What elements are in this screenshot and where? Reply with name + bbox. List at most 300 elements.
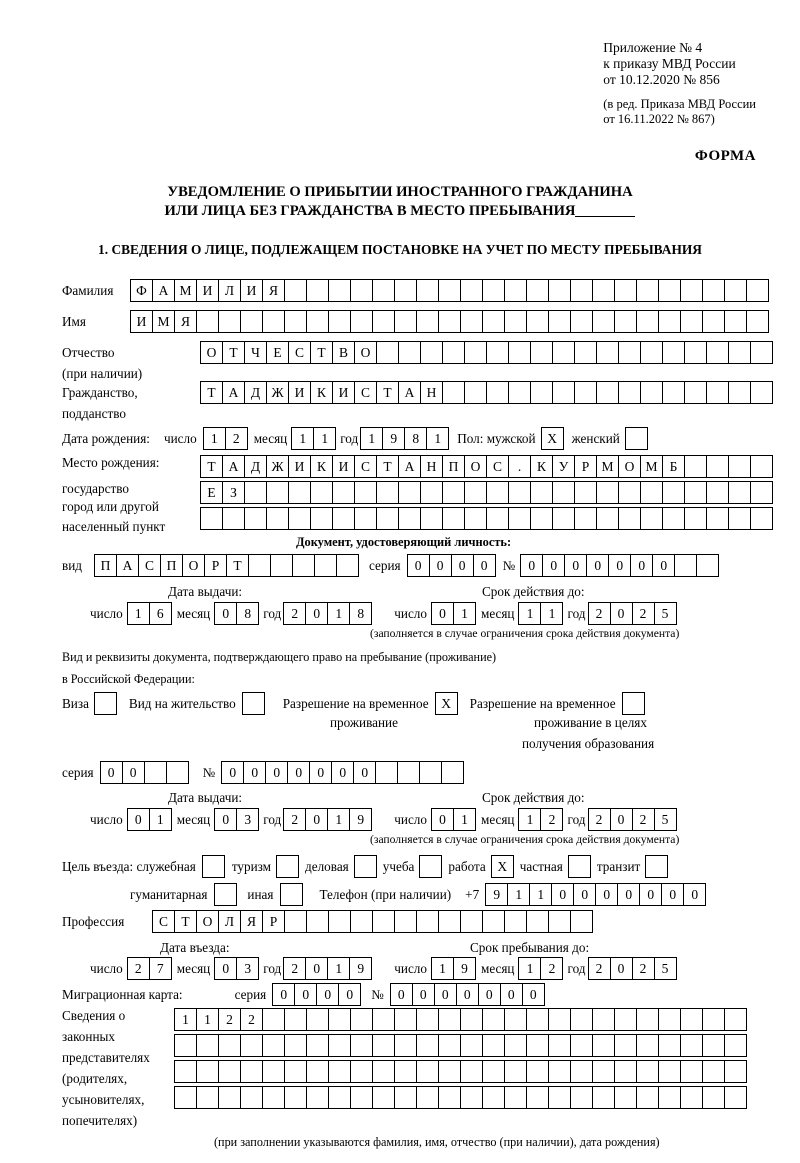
surname-cell[interactable] bbox=[438, 279, 461, 302]
patronymic-cell[interactable] bbox=[486, 341, 509, 364]
reps-4-cell[interactable] bbox=[504, 1086, 527, 1109]
doc-issue-year-cell[interactable]: 0 bbox=[305, 602, 328, 625]
reps-2-cell[interactable] bbox=[636, 1034, 659, 1057]
birthplace-3-cell[interactable] bbox=[376, 507, 399, 530]
permit-valid-day-cell[interactable]: 1 bbox=[453, 808, 476, 831]
reps-1-cell[interactable] bbox=[614, 1008, 637, 1031]
patronymic-cell[interactable]: Т bbox=[310, 341, 333, 364]
birthplace-3-cell[interactable] bbox=[508, 507, 531, 530]
reps-4-cell[interactable] bbox=[306, 1086, 329, 1109]
birth-year-input[interactable] bbox=[360, 427, 449, 450]
patronymic-cell[interactable]: Ч bbox=[244, 341, 267, 364]
permit-valid-year-input[interactable] bbox=[588, 808, 677, 831]
permit-valid-year-cell[interactable]: 2 bbox=[632, 808, 655, 831]
patronymic-input[interactable] bbox=[200, 341, 773, 364]
birth-year-cell[interactable]: 1 bbox=[426, 427, 449, 450]
reps-4-cell[interactable] bbox=[526, 1086, 549, 1109]
birthplace-2-cell[interactable] bbox=[706, 481, 729, 504]
permit-number-cell[interactable]: 0 bbox=[287, 761, 310, 784]
reps-4-cell[interactable] bbox=[548, 1086, 571, 1109]
surname-cell[interactable] bbox=[724, 279, 747, 302]
doc-valid-year-cell[interactable]: 2 bbox=[632, 602, 655, 625]
reps-1-cell[interactable] bbox=[306, 1008, 329, 1031]
reps-2-cell[interactable] bbox=[328, 1034, 351, 1057]
birthplace-3-cell[interactable] bbox=[706, 507, 729, 530]
birthplace-3-cell[interactable] bbox=[596, 507, 619, 530]
reps-1-cell[interactable] bbox=[636, 1008, 659, 1031]
edu-residence-checkbox[interactable] bbox=[622, 692, 645, 715]
reps-1-cell[interactable] bbox=[680, 1008, 703, 1031]
surname-cell[interactable] bbox=[372, 279, 395, 302]
birthplace-2-cell[interactable] bbox=[464, 481, 487, 504]
reps-input-4[interactable] bbox=[174, 1086, 747, 1109]
permit-series-cell[interactable]: 0 bbox=[122, 761, 145, 784]
reps-4-cell[interactable] bbox=[636, 1086, 659, 1109]
reps-2-cell[interactable] bbox=[416, 1034, 439, 1057]
permit-number-cell[interactable]: 0 bbox=[331, 761, 354, 784]
phone-cell[interactable]: 0 bbox=[595, 883, 618, 906]
temp-residence-checkbox[interactable]: X bbox=[435, 692, 458, 715]
doc-number-cell[interactable]: 0 bbox=[630, 554, 653, 577]
reps-4-cell[interactable] bbox=[372, 1086, 395, 1109]
reps-3-cell[interactable] bbox=[196, 1060, 219, 1083]
profession-cell[interactable]: Я bbox=[240, 910, 263, 933]
citizenship-cell[interactable]: Т bbox=[376, 381, 399, 404]
reps-3-cell[interactable] bbox=[636, 1060, 659, 1083]
reps-4-cell[interactable] bbox=[350, 1086, 373, 1109]
profession-cell[interactable]: С bbox=[152, 910, 175, 933]
entry-month-cell[interactable]: 0 bbox=[214, 957, 237, 980]
entry-year-input[interactable] bbox=[283, 957, 372, 980]
mc-number-cell[interactable]: 0 bbox=[500, 983, 523, 1006]
patronymic-cell[interactable] bbox=[442, 341, 465, 364]
reps-4-cell[interactable] bbox=[482, 1086, 505, 1109]
residence-permit-checkbox[interactable] bbox=[242, 692, 265, 715]
surname-input[interactable] bbox=[130, 279, 769, 302]
birthplace-3-cell[interactable] bbox=[618, 507, 641, 530]
permit-valid-day-input[interactable] bbox=[431, 808, 476, 831]
birth-month-cell[interactable]: 1 bbox=[291, 427, 314, 450]
birthplace-input-2[interactable] bbox=[200, 481, 773, 504]
citizenship-cell[interactable] bbox=[640, 381, 663, 404]
birthplace-1-cell[interactable]: А bbox=[398, 455, 421, 478]
doc-number-cell[interactable]: 0 bbox=[652, 554, 675, 577]
birthplace-2-cell[interactable] bbox=[684, 481, 707, 504]
patronymic-cell[interactable] bbox=[464, 341, 487, 364]
profession-cell[interactable] bbox=[306, 910, 329, 933]
birthplace-3-cell[interactable] bbox=[442, 507, 465, 530]
name-cell[interactable] bbox=[702, 310, 725, 333]
birthplace-2-cell[interactable] bbox=[508, 481, 531, 504]
reps-1-cell[interactable] bbox=[262, 1008, 285, 1031]
birth-month-cell[interactable]: 1 bbox=[313, 427, 336, 450]
mc-number-cell[interactable]: 0 bbox=[390, 983, 413, 1006]
profession-cell[interactable] bbox=[548, 910, 571, 933]
birthplace-2-cell[interactable] bbox=[596, 481, 619, 504]
birthplace-3-cell[interactable] bbox=[244, 507, 267, 530]
reps-3-cell[interactable] bbox=[504, 1060, 527, 1083]
birthplace-3-cell[interactable] bbox=[486, 507, 509, 530]
birthplace-2-cell[interactable] bbox=[398, 481, 421, 504]
patronymic-cell[interactable] bbox=[662, 341, 685, 364]
reps-input-1[interactable] bbox=[174, 1008, 747, 1031]
reps-1-cell[interactable] bbox=[482, 1008, 505, 1031]
profession-cell[interactable] bbox=[526, 910, 549, 933]
surname-cell[interactable]: Л bbox=[218, 279, 241, 302]
profession-cell[interactable] bbox=[482, 910, 505, 933]
permit-series-input[interactable] bbox=[100, 761, 189, 784]
reps-2-cell[interactable] bbox=[614, 1034, 637, 1057]
profession-cell[interactable] bbox=[570, 910, 593, 933]
phone-cell[interactable]: 9 bbox=[485, 883, 508, 906]
birthplace-1-cell[interactable]: С bbox=[486, 455, 509, 478]
profession-cell[interactable]: Р bbox=[262, 910, 285, 933]
stay-day-input[interactable] bbox=[431, 957, 476, 980]
birthplace-2-cell[interactable] bbox=[618, 481, 641, 504]
birthplace-2-cell[interactable] bbox=[332, 481, 355, 504]
reps-3-cell[interactable] bbox=[284, 1060, 307, 1083]
surname-cell[interactable] bbox=[482, 279, 505, 302]
name-cell[interactable] bbox=[746, 310, 769, 333]
reps-1-cell[interactable] bbox=[526, 1008, 549, 1031]
permit-valid-day-cell[interactable]: 0 bbox=[431, 808, 454, 831]
stay-year-cell[interactable]: 2 bbox=[632, 957, 655, 980]
reps-4-cell[interactable] bbox=[174, 1086, 197, 1109]
purpose-study-checkbox[interactable] bbox=[419, 855, 442, 878]
name-cell[interactable] bbox=[526, 310, 549, 333]
permit-valid-month-input[interactable] bbox=[518, 808, 563, 831]
birthplace-3-cell[interactable] bbox=[200, 507, 223, 530]
reps-1-cell[interactable] bbox=[284, 1008, 307, 1031]
stay-day-cell[interactable]: 9 bbox=[453, 957, 476, 980]
birthplace-3-cell[interactable] bbox=[332, 507, 355, 530]
birthplace-3-cell[interactable] bbox=[420, 507, 443, 530]
citizenship-cell[interactable] bbox=[508, 381, 531, 404]
doc-kind-cell[interactable]: О bbox=[182, 554, 205, 577]
name-cell[interactable] bbox=[614, 310, 637, 333]
citizenship-cell[interactable] bbox=[574, 381, 597, 404]
birthplace-input-3[interactable] bbox=[200, 507, 773, 530]
citizenship-cell[interactable] bbox=[750, 381, 773, 404]
permit-issue-year-cell[interactable]: 1 bbox=[327, 808, 350, 831]
mc-number-cell[interactable]: 0 bbox=[412, 983, 435, 1006]
doc-kind-cell[interactable] bbox=[248, 554, 271, 577]
birthplace-1-cell[interactable]: К bbox=[310, 455, 333, 478]
profession-cell[interactable] bbox=[350, 910, 373, 933]
permit-number-cell[interactable]: 0 bbox=[243, 761, 266, 784]
reps-3-cell[interactable] bbox=[438, 1060, 461, 1083]
surname-cell[interactable] bbox=[350, 279, 373, 302]
reps-3-cell[interactable] bbox=[526, 1060, 549, 1083]
reps-2-cell[interactable] bbox=[548, 1034, 571, 1057]
birth-day-cell[interactable]: 2 bbox=[225, 427, 248, 450]
birthplace-2-cell[interactable]: З bbox=[222, 481, 245, 504]
birthplace-1-cell[interactable]: А bbox=[222, 455, 245, 478]
birthplace-3-cell[interactable] bbox=[288, 507, 311, 530]
birthplace-2-cell[interactable] bbox=[244, 481, 267, 504]
birthplace-1-cell[interactable]: И bbox=[332, 455, 355, 478]
permit-series-cell[interactable] bbox=[144, 761, 167, 784]
mc-number-cell[interactable]: 0 bbox=[456, 983, 479, 1006]
citizenship-cell[interactable]: Д bbox=[244, 381, 267, 404]
citizenship-cell[interactable] bbox=[662, 381, 685, 404]
doc-kind-cell[interactable] bbox=[270, 554, 293, 577]
citizenship-cell[interactable]: А bbox=[222, 381, 245, 404]
birth-year-cell[interactable]: 9 bbox=[382, 427, 405, 450]
birthplace-1-cell[interactable]: К bbox=[530, 455, 553, 478]
birthplace-1-cell[interactable]: У bbox=[552, 455, 575, 478]
phone-cell[interactable]: 0 bbox=[683, 883, 706, 906]
permit-issue-month-input[interactable] bbox=[214, 808, 259, 831]
profession-cell[interactable] bbox=[504, 910, 527, 933]
reps-2-cell[interactable] bbox=[460, 1034, 483, 1057]
surname-cell[interactable] bbox=[614, 279, 637, 302]
name-input[interactable] bbox=[130, 310, 769, 333]
reps-3-cell[interactable] bbox=[614, 1060, 637, 1083]
permit-series-cell[interactable] bbox=[166, 761, 189, 784]
profession-cell[interactable] bbox=[416, 910, 439, 933]
patronymic-cell[interactable] bbox=[376, 341, 399, 364]
doc-number-cell[interactable]: 0 bbox=[520, 554, 543, 577]
name-cell[interactable] bbox=[218, 310, 241, 333]
birthplace-2-cell[interactable] bbox=[486, 481, 509, 504]
citizenship-input[interactable] bbox=[200, 381, 773, 404]
reps-2-cell[interactable] bbox=[592, 1034, 615, 1057]
citizenship-cell[interactable] bbox=[530, 381, 553, 404]
profession-cell[interactable] bbox=[438, 910, 461, 933]
patronymic-cell[interactable] bbox=[706, 341, 729, 364]
name-cell[interactable] bbox=[328, 310, 351, 333]
citizenship-cell[interactable]: К bbox=[310, 381, 333, 404]
surname-cell[interactable]: Ф bbox=[130, 279, 153, 302]
doc-valid-month-input[interactable] bbox=[518, 602, 563, 625]
reps-4-cell[interactable] bbox=[614, 1086, 637, 1109]
birthplace-3-cell[interactable] bbox=[728, 507, 751, 530]
name-cell[interactable]: М bbox=[152, 310, 175, 333]
name-cell[interactable] bbox=[504, 310, 527, 333]
entry-month-input[interactable] bbox=[214, 957, 259, 980]
birth-month-input[interactable] bbox=[291, 427, 336, 450]
reps-3-cell[interactable] bbox=[702, 1060, 725, 1083]
reps-2-cell[interactable] bbox=[196, 1034, 219, 1057]
birthplace-1-cell[interactable]: И bbox=[288, 455, 311, 478]
reps-3-cell[interactable] bbox=[240, 1060, 263, 1083]
visa-checkbox[interactable] bbox=[94, 692, 117, 715]
phone-cell[interactable]: 0 bbox=[617, 883, 640, 906]
patronymic-cell[interactable]: С bbox=[288, 341, 311, 364]
surname-cell[interactable] bbox=[592, 279, 615, 302]
reps-3-cell[interactable] bbox=[394, 1060, 417, 1083]
phone-cell[interactable]: 0 bbox=[639, 883, 662, 906]
birthplace-1-cell[interactable]: Н bbox=[420, 455, 443, 478]
entry-year-cell[interactable]: 0 bbox=[305, 957, 328, 980]
permit-issue-year-cell[interactable]: 9 bbox=[349, 808, 372, 831]
stay-year-cell[interactable]: 2 bbox=[588, 957, 611, 980]
permit-valid-year-cell[interactable]: 5 bbox=[654, 808, 677, 831]
name-cell[interactable] bbox=[636, 310, 659, 333]
reps-3-cell[interactable] bbox=[482, 1060, 505, 1083]
reps-3-cell[interactable] bbox=[372, 1060, 395, 1083]
birthplace-1-cell[interactable]: Б bbox=[662, 455, 685, 478]
phone-cell[interactable]: 0 bbox=[661, 883, 684, 906]
citizenship-cell[interactable] bbox=[728, 381, 751, 404]
reps-2-cell[interactable] bbox=[350, 1034, 373, 1057]
profession-cell[interactable] bbox=[394, 910, 417, 933]
birth-day-input[interactable] bbox=[203, 427, 248, 450]
birthplace-1-cell[interactable] bbox=[706, 455, 729, 478]
doc-valid-year-cell[interactable]: 0 bbox=[610, 602, 633, 625]
reps-2-cell[interactable] bbox=[504, 1034, 527, 1057]
reps-3-cell[interactable] bbox=[680, 1060, 703, 1083]
reps-1-cell[interactable] bbox=[658, 1008, 681, 1031]
patronymic-cell[interactable] bbox=[640, 341, 663, 364]
doc-issue-year-cell[interactable]: 8 bbox=[349, 602, 372, 625]
birthplace-3-cell[interactable] bbox=[222, 507, 245, 530]
doc-valid-year-cell[interactable]: 2 bbox=[588, 602, 611, 625]
reps-4-cell[interactable] bbox=[460, 1086, 483, 1109]
birthplace-3-cell[interactable] bbox=[354, 507, 377, 530]
surname-cell[interactable] bbox=[658, 279, 681, 302]
stay-year-cell[interactable]: 0 bbox=[610, 957, 633, 980]
reps-1-cell[interactable] bbox=[702, 1008, 725, 1031]
birthplace-1-cell[interactable]: М bbox=[596, 455, 619, 478]
reps-1-cell[interactable] bbox=[350, 1008, 373, 1031]
reps-3-cell[interactable] bbox=[460, 1060, 483, 1083]
doc-issue-day-input[interactable] bbox=[127, 602, 172, 625]
purpose-service-checkbox[interactable] bbox=[202, 855, 225, 878]
doc-number-cell[interactable]: 0 bbox=[608, 554, 631, 577]
doc-issue-month-cell[interactable]: 8 bbox=[236, 602, 259, 625]
name-cell[interactable] bbox=[680, 310, 703, 333]
profession-cell[interactable]: Л bbox=[218, 910, 241, 933]
reps-2-cell[interactable] bbox=[702, 1034, 725, 1057]
birthplace-2-cell[interactable] bbox=[266, 481, 289, 504]
phone-cell[interactable]: 0 bbox=[573, 883, 596, 906]
reps-2-cell[interactable] bbox=[262, 1034, 285, 1057]
birthplace-2-cell[interactable] bbox=[310, 481, 333, 504]
purpose-private-checkbox[interactable] bbox=[568, 855, 591, 878]
birthplace-2-cell[interactable] bbox=[750, 481, 773, 504]
birthplace-1-cell[interactable]: Р bbox=[574, 455, 597, 478]
permit-valid-year-cell[interactable]: 2 bbox=[588, 808, 611, 831]
permit-number-cell[interactable] bbox=[375, 761, 398, 784]
surname-cell[interactable] bbox=[416, 279, 439, 302]
permit-number-cell[interactable]: 0 bbox=[309, 761, 332, 784]
birthplace-3-cell[interactable] bbox=[574, 507, 597, 530]
birthplace-3-cell[interactable] bbox=[684, 507, 707, 530]
entry-year-cell[interactable]: 9 bbox=[349, 957, 372, 980]
doc-series-cell[interactable]: 0 bbox=[429, 554, 452, 577]
reps-4-cell[interactable] bbox=[592, 1086, 615, 1109]
birthplace-1-cell[interactable]: О bbox=[464, 455, 487, 478]
birth-day-cell[interactable]: 1 bbox=[203, 427, 226, 450]
mc-series-cell[interactable]: 0 bbox=[272, 983, 295, 1006]
reps-1-cell[interactable] bbox=[328, 1008, 351, 1031]
patronymic-cell[interactable] bbox=[728, 341, 751, 364]
permit-number-cell[interactable] bbox=[419, 761, 442, 784]
birthplace-1-cell[interactable]: . bbox=[508, 455, 531, 478]
permit-issue-month-cell[interactable]: 3 bbox=[236, 808, 259, 831]
surname-cell[interactable] bbox=[636, 279, 659, 302]
citizenship-cell[interactable]: С bbox=[354, 381, 377, 404]
birthplace-1-cell[interactable]: П bbox=[442, 455, 465, 478]
birthplace-1-cell[interactable]: Д bbox=[244, 455, 267, 478]
reps-input-2[interactable] bbox=[174, 1034, 747, 1057]
citizenship-cell[interactable]: И bbox=[288, 381, 311, 404]
name-cell[interactable] bbox=[416, 310, 439, 333]
reps-2-cell[interactable] bbox=[658, 1034, 681, 1057]
name-cell[interactable]: Я bbox=[174, 310, 197, 333]
doc-valid-year-input[interactable] bbox=[588, 602, 677, 625]
surname-cell[interactable]: И bbox=[196, 279, 219, 302]
patronymic-cell[interactable]: Е bbox=[266, 341, 289, 364]
doc-valid-day-cell[interactable]: 1 bbox=[453, 602, 476, 625]
patronymic-cell[interactable] bbox=[618, 341, 641, 364]
citizenship-cell[interactable] bbox=[464, 381, 487, 404]
doc-kind-cell[interactable] bbox=[336, 554, 359, 577]
entry-day-cell[interactable]: 2 bbox=[127, 957, 150, 980]
citizenship-cell[interactable] bbox=[552, 381, 575, 404]
reps-1-cell[interactable] bbox=[570, 1008, 593, 1031]
name-cell[interactable] bbox=[438, 310, 461, 333]
profession-cell[interactable]: О bbox=[196, 910, 219, 933]
permit-number-cell[interactable]: 0 bbox=[221, 761, 244, 784]
patronymic-cell[interactable] bbox=[684, 341, 707, 364]
entry-day-input[interactable] bbox=[127, 957, 172, 980]
birthplace-1-cell[interactable]: С bbox=[354, 455, 377, 478]
doc-kind-input[interactable] bbox=[94, 554, 359, 577]
mc-series-cell[interactable]: 0 bbox=[338, 983, 361, 1006]
permit-number-input[interactable] bbox=[221, 761, 464, 784]
reps-4-cell[interactable] bbox=[658, 1086, 681, 1109]
reps-4-cell[interactable] bbox=[328, 1086, 351, 1109]
name-cell[interactable]: И bbox=[130, 310, 153, 333]
birthplace-3-cell[interactable] bbox=[552, 507, 575, 530]
mc-series-cell[interactable]: 0 bbox=[316, 983, 339, 1006]
reps-1-cell[interactable] bbox=[372, 1008, 395, 1031]
surname-cell[interactable]: Я bbox=[262, 279, 285, 302]
reps-3-cell[interactable] bbox=[174, 1060, 197, 1083]
reps-3-cell[interactable] bbox=[218, 1060, 241, 1083]
name-cell[interactable] bbox=[306, 310, 329, 333]
patronymic-cell[interactable]: О bbox=[354, 341, 377, 364]
reps-4-cell[interactable] bbox=[218, 1086, 241, 1109]
birthplace-input-1[interactable] bbox=[200, 455, 773, 478]
mc-number-cell[interactable]: 0 bbox=[478, 983, 501, 1006]
mc-series-cell[interactable]: 0 bbox=[294, 983, 317, 1006]
surname-cell[interactable]: М bbox=[174, 279, 197, 302]
reps-1-cell[interactable] bbox=[504, 1008, 527, 1031]
surname-cell[interactable] bbox=[746, 279, 769, 302]
doc-valid-day-input[interactable] bbox=[431, 602, 476, 625]
birthplace-1-cell[interactable]: Т bbox=[376, 455, 399, 478]
birthplace-1-cell[interactable]: Ж bbox=[266, 455, 289, 478]
reps-2-cell[interactable] bbox=[482, 1034, 505, 1057]
name-cell[interactable] bbox=[372, 310, 395, 333]
birthplace-2-cell[interactable] bbox=[376, 481, 399, 504]
reps-1-cell[interactable] bbox=[460, 1008, 483, 1031]
reps-4-cell[interactable] bbox=[702, 1086, 725, 1109]
birthplace-1-cell[interactable]: М bbox=[640, 455, 663, 478]
permit-issue-year-cell[interactable]: 2 bbox=[283, 808, 306, 831]
reps-3-cell[interactable] bbox=[262, 1060, 285, 1083]
doc-number-cell[interactable]: 0 bbox=[542, 554, 565, 577]
doc-kind-cell[interactable] bbox=[314, 554, 337, 577]
reps-2-cell[interactable] bbox=[174, 1034, 197, 1057]
doc-kind-cell[interactable]: А bbox=[116, 554, 139, 577]
reps-2-cell[interactable] bbox=[438, 1034, 461, 1057]
reps-2-cell[interactable] bbox=[680, 1034, 703, 1057]
